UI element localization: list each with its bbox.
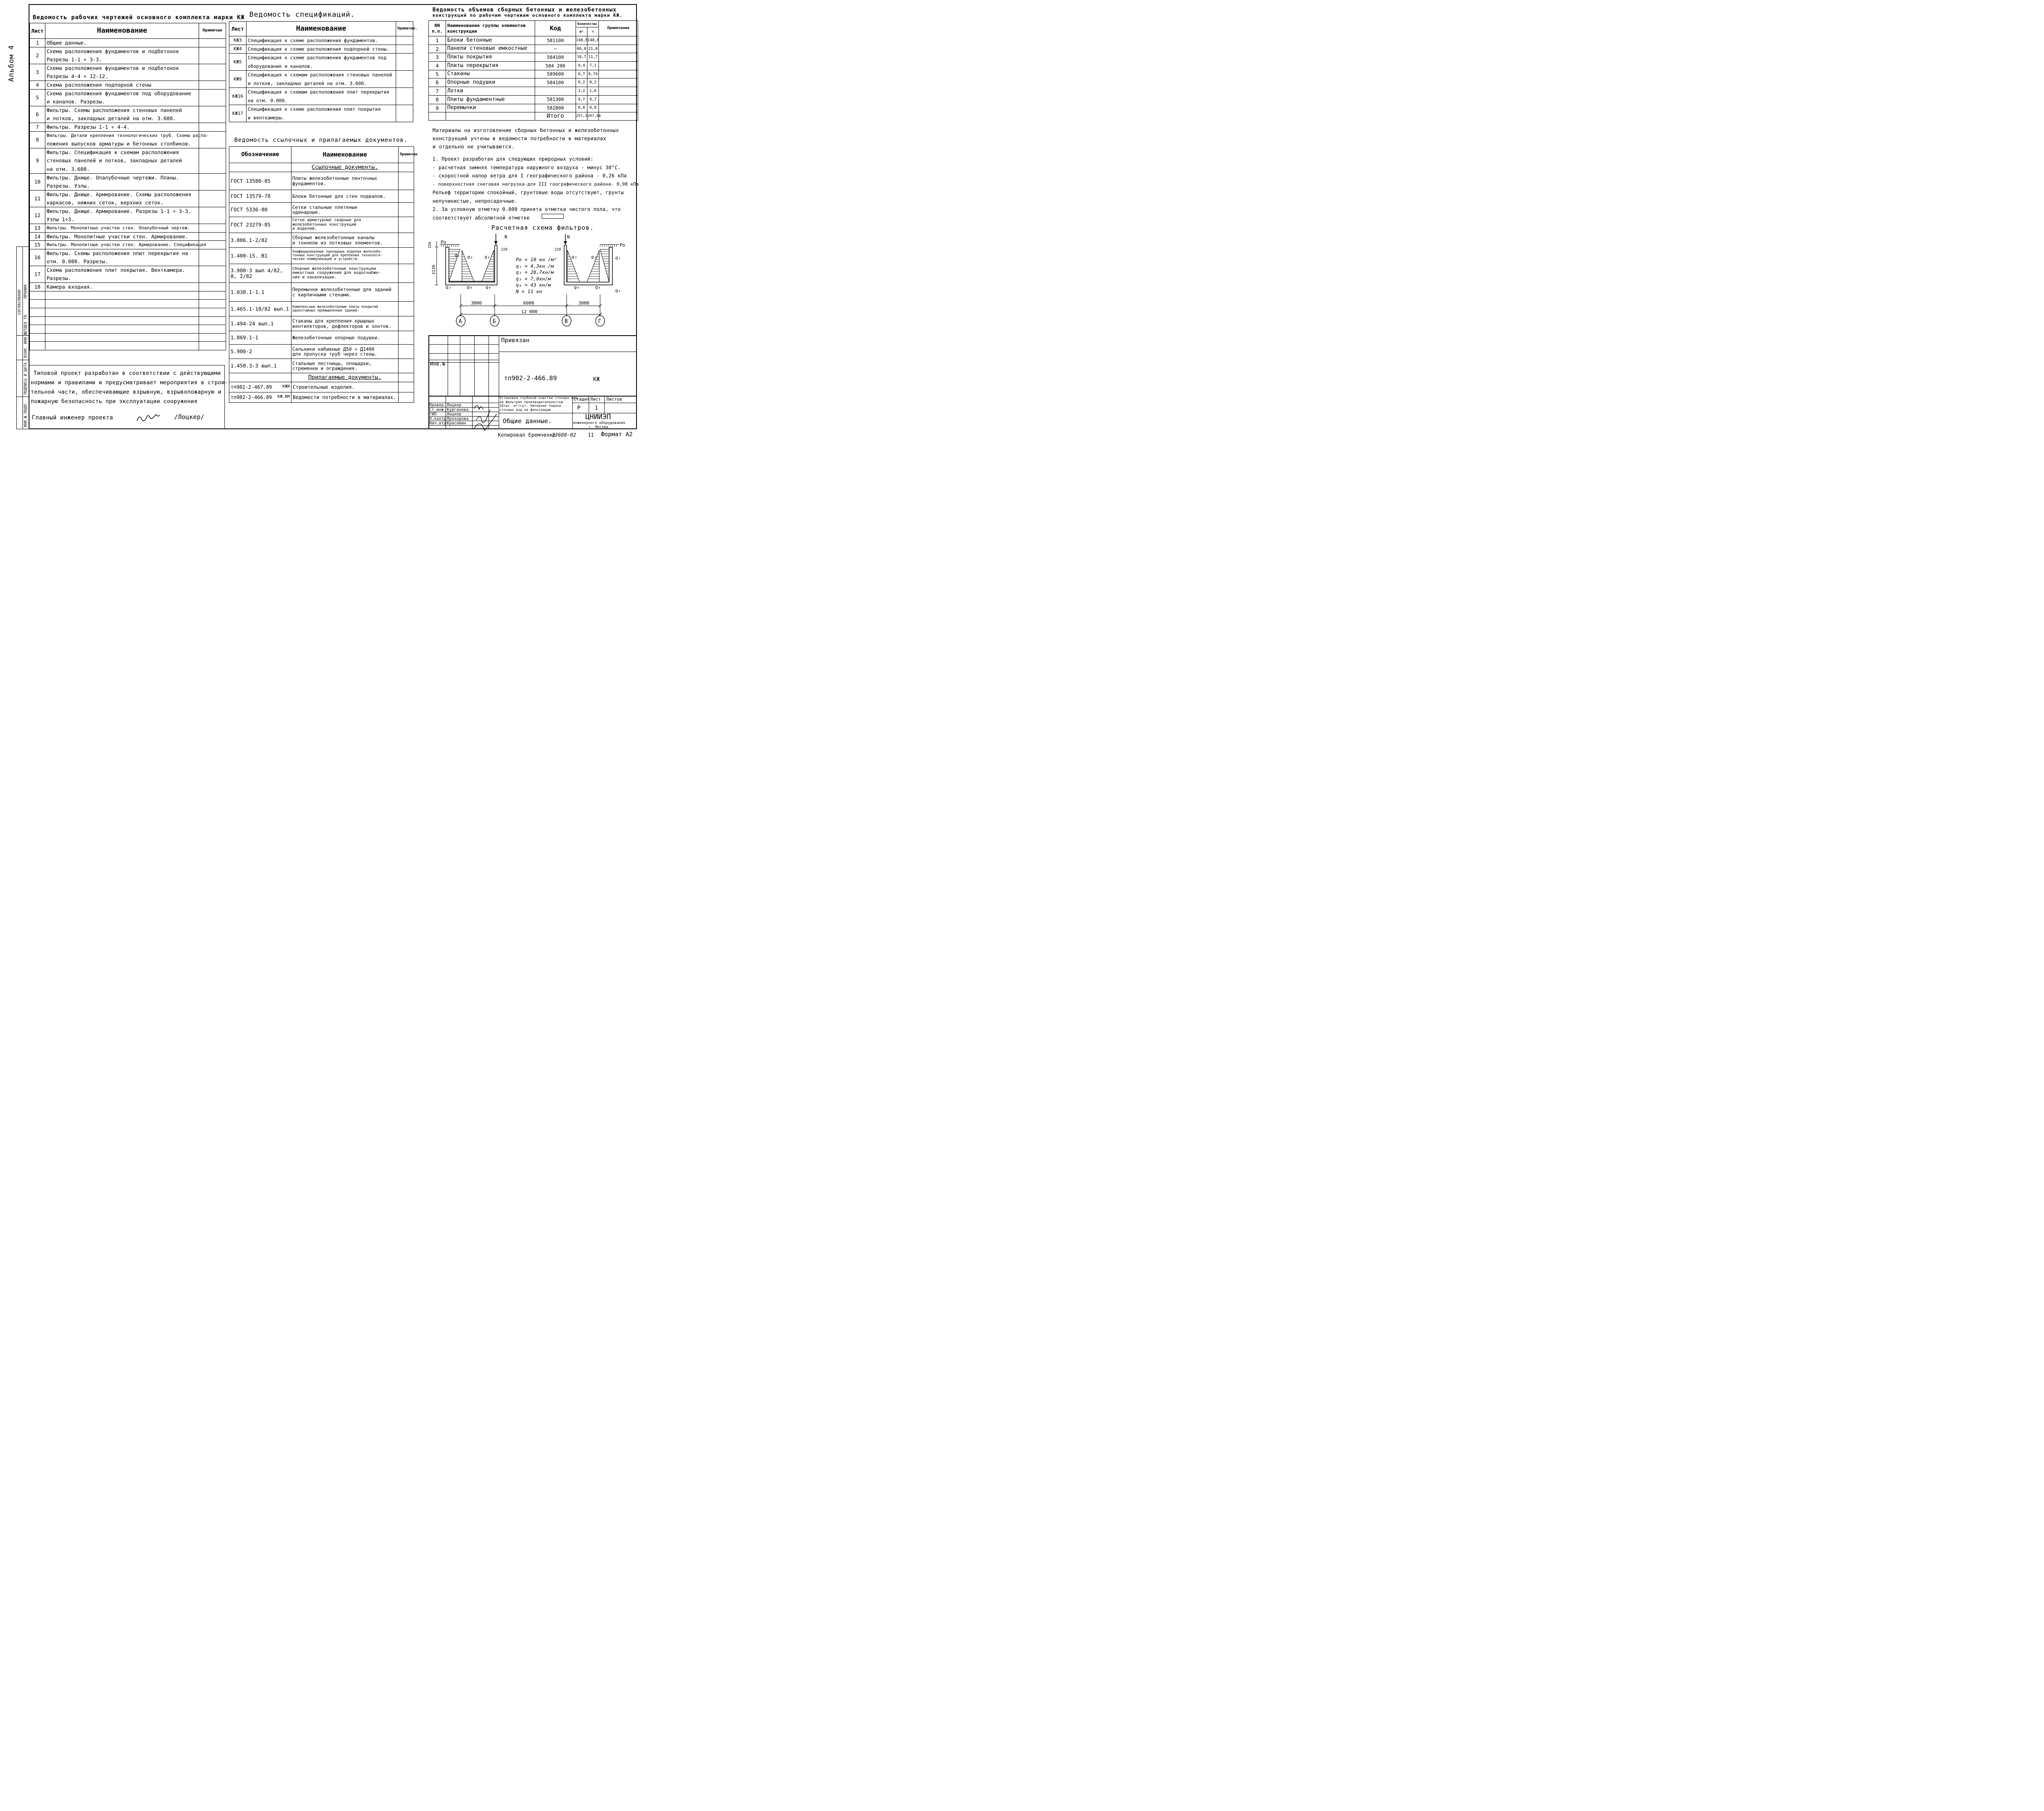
title-block-line [472,396,473,429]
project-description: Установка глубокой очистки сточных вод [500,396,578,400]
drawing-name: Разрезы. [45,274,199,283]
drawing-sheet-number: 9 [30,148,45,173]
notes-item-line: 1. Проект разработан для следующих природных условий: [433,156,594,162]
drawing-sheet-number: 4 [30,81,45,89]
ref-doc-name-line: для пропуска труб через стены. [292,351,377,357]
ref-doc-name-line: и тоннели из лотковых элементов. [292,240,383,246]
notes-intro-line: Материалы на изготовление сборных бетонных и железобетонных [433,127,619,133]
volume-row-code: 581300 [535,95,576,104]
label-q1: q₁ [455,253,460,258]
volume-row-number: 5 [429,70,446,78]
stamp-pronin: ПРОНИН [24,285,28,298]
drawing-name: Разрезы 4-4 ÷ 12-12. [45,72,199,81]
volume-row-code: 589600 [535,70,576,78]
drawing-name: Фильтры. Днище. Опалубочные чертежи. Планы. [45,173,199,182]
axis-label: Б [493,318,496,325]
volume-row-m3: 9,4 [576,62,587,70]
ref-doc-name-line: Сальники набивные Д50 ÷ Д1400 [292,346,374,352]
ref-doc-name-line: одинарные. [292,209,321,215]
volume-row-code: 584100 [535,53,576,62]
volume-row-m3: 0,2 [576,78,587,87]
volumes-header-note: Примечание [599,21,638,36]
load-q1-right [600,249,609,282]
drawing-name: Фильтры. Детали крепления технологических труб. Схема распо- [45,131,199,140]
spec-header-name: Наименование [247,22,396,36]
volume-row-t: 148,6 [587,36,599,45]
ref-doc-name-line: Плиты железобетонные ленточных [292,175,377,182]
volume-row-t: 11,7 [587,53,599,62]
label-po-right: Ро [620,242,625,248]
sheet-value: 1 [595,405,598,411]
drawing-sheet-number: 1 [30,39,45,47]
attached-doc-name: Ведомости потребности в материалах. [291,392,399,403]
drawing-name: Схема расположения подпорной стены [45,81,199,89]
ref-header-note: Примечан [399,147,414,163]
project-mark: КЖ [593,377,600,383]
spec-name: Спецификация к схемам расположения плит перекрытия [247,88,396,96]
drawing-name: Фильтры. Схемы расположения плит перекрытия на [45,249,199,258]
notes-item-line: 2. За условную отметку 0.000 принята отметка чистого пола, что [433,206,621,212]
volume-row-m3: 18,7 [576,53,587,62]
label-q3: q₃ [484,254,490,260]
signature-role: Нач.отд. [429,421,449,426]
stage-value: Р [577,405,581,411]
title-block-line [604,396,605,413]
volume-row-m3: 0,7 [576,70,587,78]
spec-name: Спецификация к схеме расположения подпорной стены. [247,45,396,54]
volume-row-name: Панели стеновые емкостные [446,45,535,53]
ref-doc-name-line: и изделий. [292,226,317,231]
drawing-name: Фильтры. Монолитные участки стен. Армирование. Спецификация [45,241,199,249]
drawing-name: Схема расположения фундаментов и подбетонок [45,64,199,72]
spec-list-title: Ведомость спецификаций. [249,11,355,19]
signature-name: Курганова [447,408,469,412]
ref-doc-code: 3.006.1-2/82 [229,233,291,248]
volumes-header-nn: NN п.п. [429,21,446,36]
ref-doc-name-line: Железобетонные опорные подушки. [292,334,380,341]
label-q4: q₄ [574,285,580,290]
volumes-total-t: 207,44 [587,112,599,121]
dim-3130: 3130 [432,264,436,275]
notes-intro-line: и отдельно не учитываются. [433,143,515,150]
volume-row-number: 4 [429,62,446,70]
sheet-header: Лист [590,397,601,402]
drawing-name: отм. 0.000. Разрезы. [45,258,199,266]
volume-row-code: 581100 [535,36,576,45]
drawing-name: каркасов, нижних сеток, верхних сеток. [45,199,199,207]
spec-name: оборудование и каналов. [247,62,396,71]
axis-label: А [459,318,462,325]
notes-item-line: - расчетная зимняя температура наружного воздуха - минус 30°С. [433,164,621,170]
drawing-name: Узлы 1÷3. [45,215,199,224]
notes-item-line: непучинистые, непросадочные. [433,198,518,204]
notes-item-line: - скоростной напор ветра для I географического района - 0,26 кПа [433,173,627,179]
load-n-left-head [494,241,498,245]
drawing-name: Фильтры. Монолитные участки стен. Армирование. [45,232,199,241]
drawing-name: Разрезы 1-1 ÷ 3-3. [45,56,199,64]
spec-sheet-code: КЖ16 [229,88,247,105]
ref-doc-name-line: фундаментов. [292,180,327,186]
spec-name: Спецификация к схеме расположения фундаментов. [247,36,396,45]
dim-3000-left: 3000 [471,300,482,306]
drawing-name: Фильтры. Днище. Армирование. Разрезы 1-1 ÷ 3-3. [45,207,199,215]
drawings-header-note: Примечан [199,23,226,39]
project-description: 10тыс. м³/сут. Напорная подача [500,404,561,408]
stamp-otdel: ОТДЕЛ ТО [24,315,28,333]
stamp-soglasovano: СОГЛАСОВАНО [18,289,22,315]
label-q4: q₄ [486,285,491,290]
spec-name: Спецификация к схеме расположения плит покрытия [247,105,396,114]
volume-row-number: 6 [429,78,446,87]
drawing-sheet-number: 13 [30,224,45,233]
dim-6000: 6000 [523,300,534,306]
attached-doc-code: тп902-2-466.89 КЖ.ВМ [229,392,291,403]
ref-doc-name-line: Перемычки железобетонные для зданий [292,287,392,293]
drawing-sheet-number: 5 [30,89,45,106]
attached-doc-name: Строительные изделия. [291,382,399,392]
scheme-param: q₁ = 4,3кн /м [516,263,554,269]
title-block-line [474,335,475,396]
ref-doc-name-line: Унифицированные закладные изделия железобе- [292,250,383,254]
volume-row-m3: 0,8 [576,104,587,112]
volume-row-m3: 66,0 [576,45,587,53]
axis-label: Г [598,318,601,325]
drawing-sheet-number: 10 [30,173,45,190]
volume-row-name: Лотки [446,87,535,96]
project-code: тп902-2-466.89 [504,374,557,382]
notes-item-line: соответствует абсолютной отметке [433,215,530,221]
drawing-sheet-number: 17 [30,266,45,283]
spec-header-note: Примечан. [396,22,413,36]
volume-row-name: Стаканы [446,70,535,78]
label-220-right: 220 [554,248,561,252]
drawing-name: Фильтры. Разрезы 1-1 ÷ 4-4. [45,123,199,131]
volume-row-number: 7 [429,87,446,96]
drawing-name: стеновых панелей и лотков, закладных деталей [45,157,199,165]
spec-sheet-code: КЖ3 [229,36,247,45]
drawing-name: Камера входная. [45,283,199,291]
ref-section-title: Прилагаемые документы. [291,373,399,382]
ref-doc-name-line: Комплексные железобетонные плиты покрытий [292,305,378,309]
drawing-name: Схема расположения фундаментов под оборудование [45,89,199,98]
label-n-left: N [504,234,507,240]
ref-doc-name-line: ческих коммуникаций и устройств. [292,257,359,261]
stamp-vzam: ВЗАМ. ИНВ.№ [24,332,28,358]
filter-left-outline [446,245,497,285]
label-po-left: Ро [441,240,446,245]
scheme-param: q₂ = 28,7кн/м [516,269,554,275]
label-q3: q₃ [572,254,577,260]
label-q2: q₂ [446,285,451,290]
ref-doc-name-line: емкостных сооружений для водоснабже- [292,271,381,276]
volume-row-number: 3 [429,53,446,62]
scheme-param: N = 11 кн [516,288,542,294]
ref-doc-name-line: Сборные железобетонные конструкции [292,266,376,271]
drawing-sheet-number: 11 [30,190,45,207]
drawing-name: Фильтры. Монолитные участки стен. Опалубочный чертеж. [45,224,199,233]
drawing-sheet-number: 7 [30,123,45,131]
org-sub-1: инженерного оборудования [573,421,625,425]
chief-engineer-name: /Лоцкер/ [174,413,204,421]
drawings-header-name: Наименование [45,23,199,39]
stage-header: Стадия [574,397,590,402]
volume-row-number: 1 [429,36,446,45]
drawing-name: Общие данные. [45,39,199,47]
ref-doc-code: ГОСТ 23279-85 [229,217,291,233]
drawing-name: и лотков, закладных деталей на отм. 3.600. [45,114,199,123]
footer-page: 11 [588,432,594,438]
ref-header-code: Обозначение [229,147,291,163]
project-description: сточных вод на фильтрацию [500,408,551,412]
volume-row-code: 584100 [535,78,576,87]
spec-name: и лотков, закладных деталей на отм. 3.600. [247,79,396,88]
volumes-header-code: Код [535,21,576,36]
drawing-sheet-number: 15 [30,241,45,249]
volume-row-code: — [535,45,576,53]
volume-row-name: Плиты перекрытия [446,62,535,70]
volumes-header-t: т [587,27,599,36]
drawing-name: на отм. 3.600. [45,165,199,173]
label-n-right: N [567,234,570,240]
footer-format: Формат А2 [601,431,633,438]
ref-doc-code: ГОСТ 5336-80 [229,203,291,217]
volumes-title-1: Ведомость объемов сборных бетонных и железобетонных [433,7,617,13]
signature-role: Ст.инж. [429,408,446,412]
spec-sheet-code: КЖ17 [229,105,247,122]
drawing-sheet-number: 14 [30,232,45,241]
spec-sheet-code: КЖ9 [229,71,247,88]
statement-line-4: пожарную безопасность при эксплуатации сооружения [31,398,198,405]
spec-sheet-code: КЖ5 [229,54,247,71]
drawing-name: Фильтры. Схемы расположения стеновых панелей [45,106,199,114]
label-q3: q₃ [591,254,597,260]
drawing-name: Схема расположения фундаментов и подбетонок [45,47,199,56]
label-q3: q₃ [467,254,473,260]
label-q4: q₄ [595,285,601,290]
volumes-header-qty: Количество [576,21,599,27]
statement-line-1: Типовой проект разработан в соответствии с действующими [34,370,221,377]
volume-row-t: 0,2 [587,78,599,87]
dim-12000: 12 000 [521,309,538,314]
ref-doc-name-line: железобетонных конструкций [292,222,356,227]
dim-150: 150 [428,242,432,249]
drawings-header-sheet: Лист [30,23,45,39]
drawing-name: и каналов. Разрезы. [45,98,199,106]
volume-row-t: 21,0 [587,45,599,53]
ref-doc-code: 1.869.1-1 [229,331,291,345]
album-label: Альбом 4 [7,45,16,82]
signature-role: Провер. [429,403,446,408]
label-q2: q₂ [615,288,621,293]
ref-doc-code: 3.900-3 вып 4/82, 8, 2/82 [229,264,291,283]
ref-doc-code: 1.465.1-10/82 вып.1 [229,302,291,316]
signature-name: Лоцкер [447,412,462,417]
volumes-header-m3: м³ [576,27,587,36]
ref-doc-name-line: с кирпичными стенами. [292,291,352,298]
volumes-total-label: Итого [535,112,576,121]
drawing-sheet-number: 8 [30,131,45,148]
statement-line-3: тельной части, обеспечивающие взрывную, взрывопожарную и [31,389,222,395]
signature-name: Красавин [447,421,466,426]
volume-row-number: 9 [429,104,446,112]
volume-row-t: 7,1 [587,62,599,70]
org-name: ЦНИИЭП [585,413,611,421]
drawing-sheet-number: 6 [30,106,45,123]
volumes-total-m3: 257,3 [576,112,587,121]
volume-row-name: Блоки бетонные [446,36,535,45]
ref-doc-name-line: стремянки и ограждения. [292,365,358,371]
volume-row-number: 2 [429,45,446,53]
ref-docs-title: Ведомость ссылочных и прилагаемых документов. [234,137,408,143]
scheme-param: Pо = 10 кн /м² [516,257,557,262]
spec-name: на отм. 0.000. [247,96,396,105]
signature-name: Прохорова [447,417,469,421]
drawing-name: Разрезы. Узлы. [45,182,199,191]
volume-row-name: Плиты фундаментные [446,95,535,104]
statement-line-2: нормами и правилами и предусматривает мероприятия в строи- [31,379,229,386]
ref-doc-name-line: ния и канализации. [292,275,337,280]
ref-doc-name-line: Стальные лестницы, площадки, [292,360,372,366]
axis-label: В [565,318,568,325]
spec-name: Спецификация к схемам расположения стеновых панелей [247,71,396,79]
ref-doc-name-line: одноэтажных промышленных зданий. [292,308,359,313]
ref-doc-code: 1.494-24 вып.1 [229,316,291,331]
ref-doc-name-line: Сетки стальные плетеные [292,204,358,210]
notes-item-line: Рельеф территории спокойный, грунтовые воды отсутствуют, грунты [433,190,624,195]
notes-intro-line: конструкций учтены в ведомости потребности в материалах [433,135,606,141]
dim-3000-right: 3000 [578,300,589,306]
footer-copied: Копировал Еремченко [498,432,556,438]
ref-doc-name-line: Сборные железобетонные каналы [292,235,374,241]
sheets-header: Листов [606,397,623,402]
attached-doc-code: тп902-2-467.89 КЖИ [229,382,291,392]
chief-engineer-label: Главный инженер проекта [32,415,113,421]
ref-doc-code: 1.450.3-3 вып.1 [229,359,291,373]
drawing-name: Фильтры. Днище. Армирование. Схемы расположения [45,190,199,199]
volume-row-t: 0,74 [587,70,599,78]
volume-row-name: Плиты покрытия [446,53,535,62]
notes-item-line: - поверхностная снеговая нагрузка-для III географического района- 0,98 кПа [433,181,639,187]
volume-row-code: 584 200 [535,62,576,70]
ref-doc-name-line: тонных конструкций для крепления технологи- [292,253,383,258]
label-220-left: 220 [501,248,508,252]
volume-row-number: 8 [429,95,446,104]
spec-header-sheet: Лист [229,22,247,36]
scheme-param: q₄ = 43 кн/м [516,282,551,288]
signature-role: ГИП [429,412,437,417]
stamp-podpis: ПОДПИСЬ И ДАТА [24,362,28,394]
ref-section-title: Ссылочные документы. [291,163,399,172]
label-q4: q₄ [467,285,473,290]
footer-number: 23608-02 [552,432,576,438]
volume-row-t: 9,7 [587,95,599,104]
label-q1: q₁ [615,255,621,260]
drawing-sheet-number: 18 [30,283,45,291]
drawing-name: ложения выпусков арматуры и бетонных столбиков. [45,140,199,148]
spec-name: Спецификация к схеме расположения фундаментов под [247,54,396,62]
ref-header-name: Наименование [291,147,399,163]
ref-doc-code: 1.400-15. В1 [229,248,291,264]
stamp-inv: ИНВ.№ ПОДЛ. [24,402,28,427]
signature-name: Лоцкер [447,403,462,408]
scheme-title: Расчетная схема фильтров. [491,224,594,231]
attached-label: Привязан [501,337,530,344]
drawing-name: Фильтры. Спецификация к схемам расположения [45,148,199,157]
drawing-sheet-number: 2 [30,47,45,64]
volumes-header-name: Наименование группы элементов конструкции [446,21,535,36]
drawing-sheet-number: 12 [30,207,45,224]
volumes-title-2: конструкций по рабочим чертежам основного комплекта марки КЖ. [433,13,623,18]
project-description: на фильтрах производительностью [500,400,563,404]
sheet-title: Общие данные. [503,417,552,425]
volume-row-m3: 3,2 [576,87,587,96]
title-block-line [572,396,573,429]
volume-row-m3: 148,6 [576,36,587,45]
spec-name: и венткамеры. [247,114,396,122]
ref-doc-name-line: Стаканы для крепления крышных [292,318,374,324]
ref-doc-code: ГОСТ 13580-85 [229,172,291,190]
volume-row-name: Опорные подушки [446,78,535,87]
drawings-list-title: Ведомость рабочих чертежей основного комплекта марки КЖ [33,14,245,21]
ref-doc-code: 5.900-2 [229,345,291,359]
drawing-sheet-number: 3 [30,64,45,81]
inv-label: Инв.№ [430,361,446,367]
signature-role: Н.контр. [429,417,449,421]
ref-doc-code: ГОСТ 13579-78 [229,190,291,203]
ref-doc-name-line: Блоки бетонные для стен подвалов. [292,193,386,199]
ref-doc-code: 1.038.1-1.1 [229,283,291,302]
scheme-param: q₃ = 7,8кн/м [516,276,551,282]
volume-row-name: Перемычки [446,104,535,112]
volume-row-code: 582800 [535,104,576,112]
volume-row-t: 1,6 [587,87,599,96]
volume-row-m3: 9,7 [576,95,587,104]
volume-row-t: 0,8 [587,104,599,112]
ref-doc-name-line: вентиляторов, дефлекторов и зонтов. [292,323,392,329]
drawing-name: Схема расположения плит покрытия. Венткамера. [45,266,199,275]
load-n-right-head [564,241,567,245]
spec-sheet-code: КЖ4 [229,45,247,54]
org-sub-2: г. Москва [589,425,608,429]
ref-doc-name-line: Сетки арматурные сварные для [292,218,361,223]
drawing-sheet-number: 16 [30,249,45,266]
